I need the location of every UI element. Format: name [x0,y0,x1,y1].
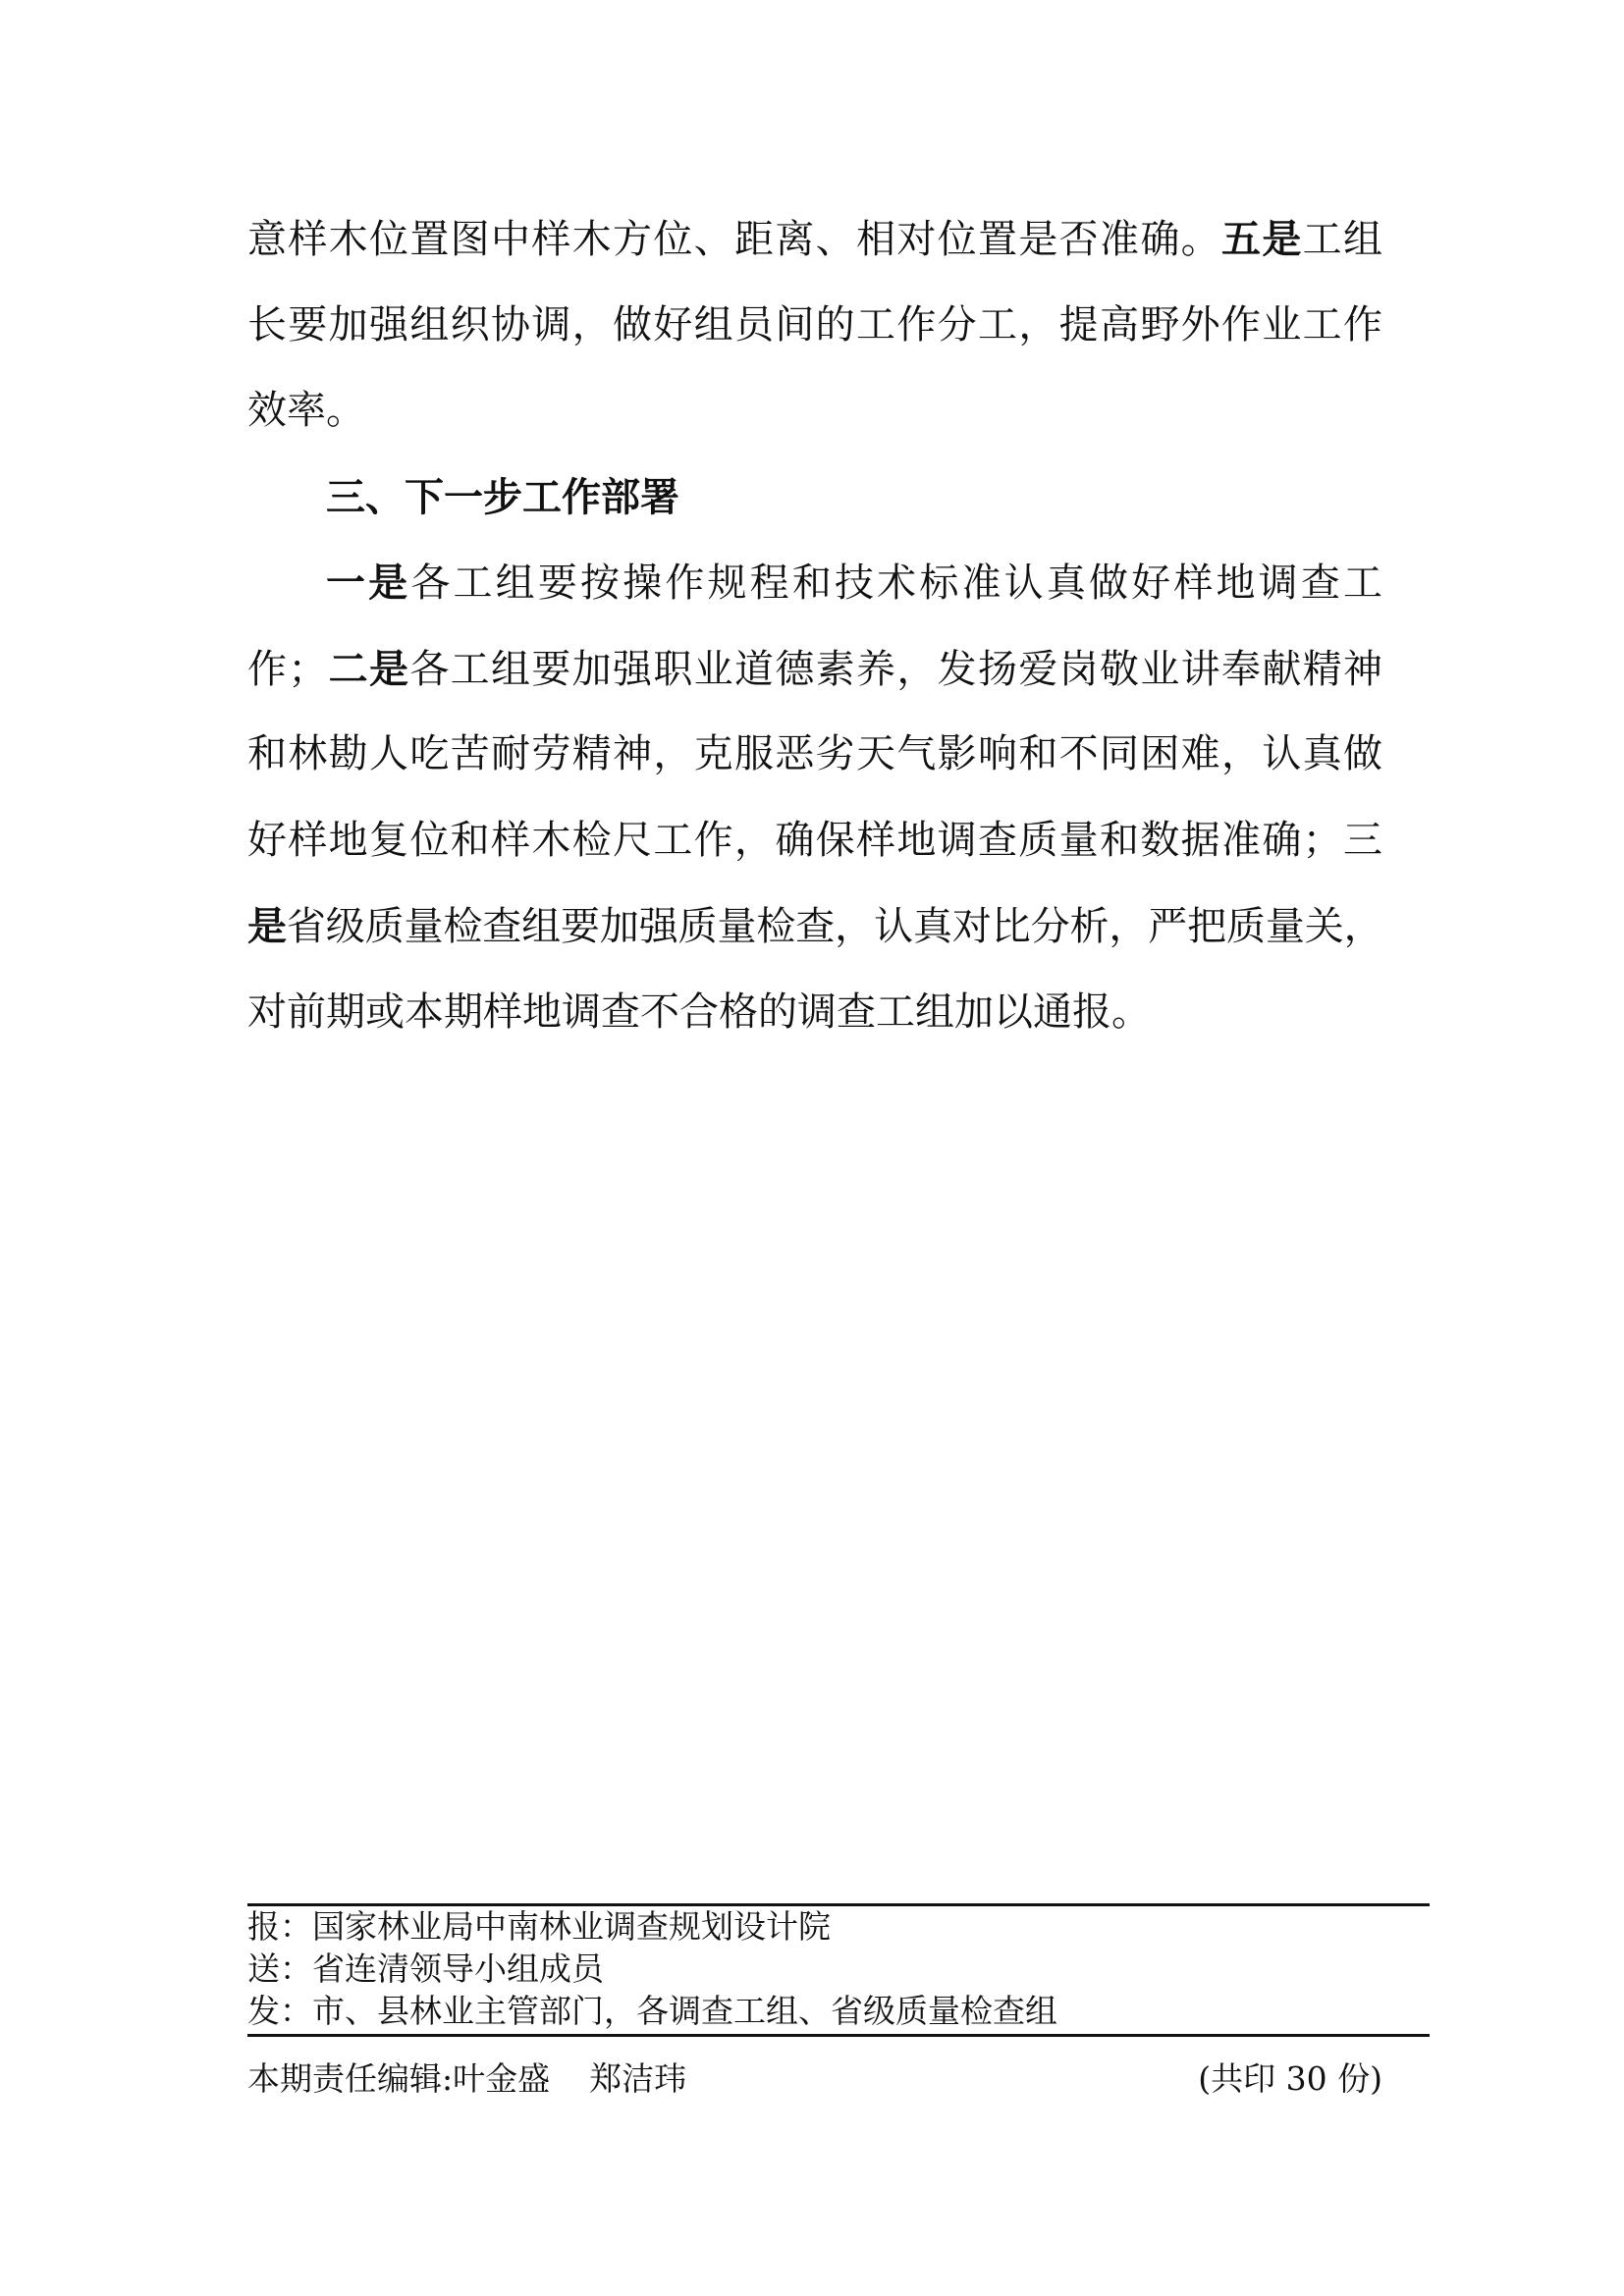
body-line-text: 各工组要按操作规程和技术标准认真做好样地调查工 [410,561,1383,606]
body-line-text: 工组 [1302,217,1383,262]
body-line-text: 意样木位置图中样木方位、距离、相对位置是否准确。 [247,217,1221,262]
body-line: 和林勘人吃苦耐劳精神，克服恶劣天气影响和不同困难，认真做 [247,731,1382,776]
body-line [247,196,1382,283]
body-line [247,626,1382,713]
body-text [247,196,1382,1055]
body-line: 对前期或本期样地调查不合格的调查工组加以通报。 [247,988,1151,1035]
colophon-line [247,2057,1382,2100]
editor-name: 叶金盛 [453,2059,551,2098]
distribution-block [247,1905,1430,2032]
print-count: (共印 30 份) [1198,2059,1382,2098]
bold-lead: 五是 [1221,216,1303,262]
bold-lead: 是 [247,903,287,949]
body-line-text: 各工组要加强职业道德素养，发扬爱岗敬业讲奉献精神 [409,646,1383,692]
distribution-send: 送：省连清领导小组成员 [247,1949,604,1988]
body-line: 长要加强组织协调，做好组员间的工作分工，提高野外作业工作 [247,301,1382,347]
rule-bottom [247,2034,1430,2037]
body-line-text: 作； [247,646,328,692]
bold-lead: 一是 [326,560,411,606]
distribution-report: 报：国家林业局中南林业调查规划设计院 [247,1907,831,1946]
body-line: 好样地复位和样木检尺工作，确保样地调查质量和数据准确；三 [247,817,1382,863]
body-line [247,883,1382,970]
section-heading: 三、下一步工作部署 [326,473,679,520]
editor-name: 郑洁玮 [589,2059,687,2098]
distribution-issue: 发：市、县林业主管部门，各调查工组、省级质量检查组 [247,1992,1057,2030]
body-line [247,540,1382,626]
editor-label: 本期责任编辑: [247,2059,454,2098]
bold-lead: 二是 [327,645,410,692]
editor-credit [247,2057,686,2100]
body-line: 效率。 [247,388,365,433]
body-line-text: 省级质量检查组要加强质量检查，认真对比分析，严把质量关， [286,904,1383,949]
